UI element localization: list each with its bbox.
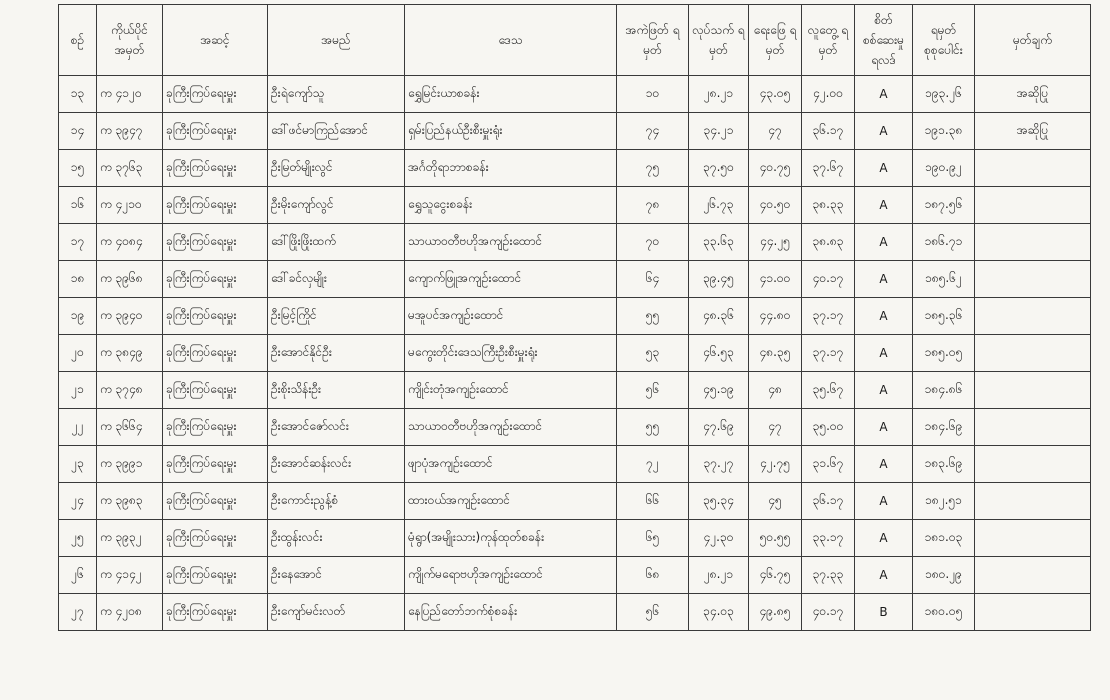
- cell-rank: ခုကြီးကြပ်ရေးမှူး: [163, 594, 268, 631]
- cell-interview: ၄၀.၁၇: [802, 261, 855, 298]
- cell-no: ၂၅: [59, 520, 97, 557]
- cell-service: ၃၉.၄၅: [689, 261, 749, 298]
- cell-psych: A: [855, 557, 913, 594]
- cell-remark: အဆိုပြု: [975, 113, 1091, 150]
- cell-assess: ၅၆: [617, 372, 689, 409]
- cell-region: ရှမ်းပြည်နယ်ဦးစီးမှူးရုံး: [405, 113, 617, 150]
- cell-assess: ၆၆: [617, 483, 689, 520]
- cell-region: ကျောက်ဖြူအကျဉ်းထောင်: [405, 261, 617, 298]
- cell-rank: ခုကြီးကြပ်ရေးမှူး: [163, 261, 268, 298]
- cell-total: ၁၈၀.၂၉: [913, 557, 975, 594]
- cell-written: ၄၀.၅၀: [749, 187, 802, 224]
- cell-remark: [975, 372, 1091, 409]
- cell-rank: ခုကြီးကြပ်ရေးမှူး: [163, 335, 268, 372]
- cell-remark: [975, 150, 1091, 187]
- cell-assess: ၅၃: [617, 335, 689, 372]
- header-rank: အဆင့်: [163, 5, 268, 76]
- cell-id: က ၃၈၄၉: [97, 335, 163, 372]
- cell-remark: အဆိုပြု: [975, 76, 1091, 113]
- document-sheet: [58, 4, 1080, 658]
- cell-total: ၁၈၆.၇၁: [913, 224, 975, 261]
- cell-total: ၁၈၂.၅၁: [913, 483, 975, 520]
- cell-interview: ၃၇.၁၇: [802, 335, 855, 372]
- header-assess: အကဲဖြတ် ရမှတ်: [617, 5, 689, 76]
- cell-psych: B: [855, 594, 913, 631]
- header-name: အမည်: [268, 5, 405, 76]
- table-row: [59, 224, 1091, 261]
- cell-interview: ၃၇.၃၃: [802, 557, 855, 594]
- cell-written: ၄၄.၂၅: [749, 224, 802, 261]
- cell-assess: ၅၆: [617, 594, 689, 631]
- cell-psych: A: [855, 150, 913, 187]
- cell-name: ဦးမြတ်မျိုးလွင်: [268, 150, 405, 187]
- cell-name: ဦးကျော်မင်းလတ်: [268, 594, 405, 631]
- cell-interview: ၃၈.၃၃: [802, 187, 855, 224]
- cell-no: ၁၇: [59, 224, 97, 261]
- cell-written: ၄၆.၇၅: [749, 557, 802, 594]
- cell-service: ၃၇.၅၀: [689, 150, 749, 187]
- cell-region: အင်္ဂတိုရာဘာစခန်း: [405, 150, 617, 187]
- cell-assess: ၅၅: [617, 409, 689, 446]
- cell-id: က ၃၉၈၃: [97, 483, 163, 520]
- cell-rank: ခုကြီးကြပ်ရေးမှူး: [163, 446, 268, 483]
- table-row: [59, 335, 1091, 372]
- cell-interview: ၃၇.၁၇: [802, 298, 855, 335]
- cell-no: ၂၇: [59, 594, 97, 631]
- header-no: စဉ်: [59, 5, 97, 76]
- cell-region: ရွှေသူငွေးစခန်း: [405, 187, 617, 224]
- cell-remark: [975, 446, 1091, 483]
- cell-psych: A: [855, 187, 913, 224]
- cell-service: ၄၆.၅၃: [689, 335, 749, 372]
- table-row: [59, 594, 1091, 631]
- cell-id: က ၃၉၃၂: [97, 520, 163, 557]
- cell-no: ၁၅: [59, 150, 97, 187]
- table-row: [59, 446, 1091, 483]
- cell-remark: [975, 187, 1091, 224]
- cell-assess: ၆၅: [617, 520, 689, 557]
- header-psych: စိတ် စစ်ဆေးမှု ရလဒ်: [855, 5, 913, 76]
- cell-interview: ၃၆.၁၇: [802, 483, 855, 520]
- cell-total: ၁၉၃.၂၆: [913, 76, 975, 113]
- cell-name: ဦးမိုးကျော်လွင်: [268, 187, 405, 224]
- cell-name: ဒေါ်ဖြိုးဖြိုးထက်: [268, 224, 405, 261]
- cell-total: ၁၈၅.၆၂: [913, 261, 975, 298]
- cell-assess: ၅၅: [617, 298, 689, 335]
- cell-rank: ခုကြီးကြပ်ရေးမှူး: [163, 224, 268, 261]
- cell-id: က ၄၀၈၄: [97, 224, 163, 261]
- header-region: ဒေသ: [405, 5, 617, 76]
- table-row: [59, 187, 1091, 224]
- cell-rank: ခုကြီးကြပ်ရေးမှူး: [163, 372, 268, 409]
- cell-no: ၁၆: [59, 187, 97, 224]
- cell-interview: ၄၀.၁၇: [802, 594, 855, 631]
- cell-rank: ခုကြီးကြပ်ရေးမှူး: [163, 483, 268, 520]
- cell-no: ၂၆: [59, 557, 97, 594]
- cell-region: ရွှေမြင်းယာစခန်း: [405, 76, 617, 113]
- cell-id: က ၃၇၄၈: [97, 372, 163, 409]
- cell-service: ၄၇.၆၉: [689, 409, 749, 446]
- cell-service: ၂၈.၂၁: [689, 76, 749, 113]
- cell-remark: [975, 557, 1091, 594]
- cell-service: ၂၆.၇၃: [689, 187, 749, 224]
- cell-remark: [975, 261, 1091, 298]
- cell-assess: ၇၈: [617, 187, 689, 224]
- cell-written: ၄၂.၇၅: [749, 446, 802, 483]
- cell-name: ဒေါ်ခင်လှမျိုး: [268, 261, 405, 298]
- cell-written: ၄၄.၈၀: [749, 298, 802, 335]
- cell-remark: [975, 409, 1091, 446]
- cell-region: ကျိုက်မရောဗဟိုအကျဉ်းထောင်: [405, 557, 617, 594]
- cell-assess: ၆၈: [617, 557, 689, 594]
- cell-interview: ၃၅.၆၇: [802, 372, 855, 409]
- cell-written: ၄၈: [749, 372, 802, 409]
- cell-written: ၅၀.၅၅: [749, 520, 802, 557]
- cell-remark: [975, 335, 1091, 372]
- promotion-table: [58, 4, 1091, 631]
- table-row: [59, 409, 1091, 446]
- cell-assess: ၁၀: [617, 76, 689, 113]
- cell-total: ၁၈၁.၀၃: [913, 520, 975, 557]
- cell-id: က ၃၉၉၁: [97, 446, 163, 483]
- cell-no: ၂၂: [59, 409, 97, 446]
- cell-psych: A: [855, 113, 913, 150]
- cell-name: ဦးအောင်နိုင်ဦး: [268, 335, 405, 372]
- cell-name: ဦးအောင်ဆန်းလင်း: [268, 446, 405, 483]
- cell-name: ဦးမြင့်ကြိုင်: [268, 298, 405, 335]
- cell-interview: ၃၆.၁၇: [802, 113, 855, 150]
- cell-assess: ၇၀: [617, 224, 689, 261]
- table-row: [59, 76, 1091, 113]
- cell-written: ၄၀.၇၅: [749, 150, 802, 187]
- cell-no: ၂၁: [59, 372, 97, 409]
- table-row: [59, 557, 1091, 594]
- header-id: ကိုယ်ပိုင် အမှတ်: [97, 5, 163, 76]
- cell-interview: ၄၂.၀၀: [802, 76, 855, 113]
- cell-id: က ၃၇၆၃: [97, 150, 163, 187]
- cell-service: ၃၅.၃၄: [689, 483, 749, 520]
- cell-psych: A: [855, 520, 913, 557]
- cell-psych: A: [855, 261, 913, 298]
- cell-id: က ၄၁၄၂: [97, 557, 163, 594]
- cell-assess: ၇၅: [617, 150, 689, 187]
- table-row: [59, 520, 1091, 557]
- cell-name: ဦးအောင်ဇော်လင်း: [268, 409, 405, 446]
- cell-interview: ၃၇.၆၇: [802, 150, 855, 187]
- header-remark: မှတ်ချက်: [975, 5, 1091, 76]
- cell-region: မကွေးတိုင်းဒေသကြီးဦးစီးမှူးရုံး: [405, 335, 617, 372]
- cell-region: မအူပင်အကျဉ်းထောင်: [405, 298, 617, 335]
- cell-psych: A: [855, 372, 913, 409]
- cell-total: ၁၉၁.၃၈: [913, 113, 975, 150]
- cell-region: သာယာဝတီဗဟိုအကျဉ်းထောင်: [405, 224, 617, 261]
- cell-name: ဒေါ်ဖင်မာကြည်အောင်: [268, 113, 405, 150]
- cell-region: ဖျာပုံအကျဉ်းထောင်: [405, 446, 617, 483]
- cell-service: ၃၄.၂၁: [689, 113, 749, 150]
- cell-id: က ၃၉၆၈: [97, 261, 163, 298]
- cell-written: ၄၅: [749, 483, 802, 520]
- cell-psych: A: [855, 409, 913, 446]
- cell-service: ၂၈.၂၁: [689, 557, 749, 594]
- cell-rank: ခုကြီးကြပ်ရေးမှူး: [163, 113, 268, 150]
- table-row: [59, 150, 1091, 187]
- cell-service: ၃၇.၂၇: [689, 446, 749, 483]
- cell-id: က ၄၁၂၀: [97, 76, 163, 113]
- cell-no: ၂၀: [59, 335, 97, 372]
- cell-psych: A: [855, 335, 913, 372]
- cell-no: ၁၈: [59, 261, 97, 298]
- header-written: ရေးဖြေ ရမှတ်: [749, 5, 802, 76]
- cell-interview: ၃၈.၈၃: [802, 224, 855, 261]
- cell-id: က ၃၉၄၇: [97, 113, 163, 150]
- cell-rank: ခုကြီးကြပ်ရေးမှူး: [163, 187, 268, 224]
- cell-remark: [975, 298, 1091, 335]
- cell-no: ၂၄: [59, 483, 97, 520]
- cell-total: ၁၈၅.၀၅: [913, 335, 975, 372]
- cell-service: ၄၅.၁၉: [689, 372, 749, 409]
- header-total: ရမှတ် စုစုပေါင်း: [913, 5, 975, 76]
- cell-name: ဦးစိုးသိန်းဦး: [268, 372, 405, 409]
- table-row: [59, 261, 1091, 298]
- cell-name: ဦးကောင်းညွန့်စံ: [268, 483, 405, 520]
- cell-written: ၄၉.၈၅: [749, 594, 802, 631]
- cell-total: ၁၈၄.၆၉: [913, 409, 975, 446]
- cell-total: ၁၈၃.၆၉: [913, 446, 975, 483]
- cell-region: ကျိုင်းတုံအကျဉ်းထောင်: [405, 372, 617, 409]
- cell-service: ၄၈.၃၆: [689, 298, 749, 335]
- cell-region: သာယာဝတီဗဟိုအကျဉ်းထောင်: [405, 409, 617, 446]
- cell-psych: A: [855, 483, 913, 520]
- cell-assess: ၇၄: [617, 113, 689, 150]
- cell-psych: A: [855, 298, 913, 335]
- cell-total: ၁၉၀.၉၂: [913, 150, 975, 187]
- cell-written: ၄၇: [749, 113, 802, 150]
- cell-service: ၄၂.၃၀: [689, 520, 749, 557]
- cell-service: ၃၃.၆၃: [689, 224, 749, 261]
- cell-rank: ခုကြီးကြပ်ရေးမှူး: [163, 520, 268, 557]
- cell-no: ၁၉: [59, 298, 97, 335]
- cell-id: က ၃၉၄၀: [97, 298, 163, 335]
- table-row: [59, 372, 1091, 409]
- cell-remark: [975, 520, 1091, 557]
- cell-total: ၁၈၇.၅၆: [913, 187, 975, 224]
- cell-total: ၁၈၄.၈၆: [913, 372, 975, 409]
- cell-service: ၃၄.၀၃: [689, 594, 749, 631]
- cell-name: ဦးရဲကျော်သူ: [268, 76, 405, 113]
- cell-remark: [975, 594, 1091, 631]
- cell-id: က ၄၂၀၈: [97, 594, 163, 631]
- cell-psych: A: [855, 224, 913, 261]
- cell-name: ဦးထွန်းလင်း: [268, 520, 405, 557]
- cell-rank: ခုကြီးကြပ်ရေးမှူး: [163, 557, 268, 594]
- cell-region: နေပြည်တော်ဘက်စုံစခန်း: [405, 594, 617, 631]
- table-body: [59, 76, 1091, 631]
- cell-assess: ၆၄: [617, 261, 689, 298]
- cell-psych: A: [855, 446, 913, 483]
- header-row: [59, 5, 1091, 76]
- table-row: [59, 483, 1091, 520]
- cell-region: မုံရွာ(အမျိုးသား)ကုန်ထုတ်စခန်း: [405, 520, 617, 557]
- cell-written: ၄၇: [749, 409, 802, 446]
- cell-rank: ခုကြီးကြပ်ရေးမှူး: [163, 150, 268, 187]
- table-row: [59, 113, 1091, 150]
- cell-interview: ၃၁.၆၇: [802, 446, 855, 483]
- cell-rank: ခုကြီးကြပ်ရေးမှူး: [163, 409, 268, 446]
- cell-rank: ခုကြီးကြပ်ရေးမှူး: [163, 298, 268, 335]
- header-service: လုပ်သက် ရမှတ်: [689, 5, 749, 76]
- cell-id: က ၄၂၁၀: [97, 187, 163, 224]
- cell-written: ၄၈.၃၅: [749, 335, 802, 372]
- cell-rank: ခုကြီးကြပ်ရေးမှူး: [163, 76, 268, 113]
- cell-assess: ၇၂: [617, 446, 689, 483]
- cell-written: ၄၃.၀၅: [749, 76, 802, 113]
- cell-no: ၁၄: [59, 113, 97, 150]
- cell-name: ဦးနေအောင်: [268, 557, 405, 594]
- cell-remark: [975, 483, 1091, 520]
- cell-total: ၁၈၅.၃၆: [913, 298, 975, 335]
- cell-no: ၁၃: [59, 76, 97, 113]
- cell-remark: [975, 224, 1091, 261]
- cell-region: ထားဝယ်အကျဉ်းထောင်: [405, 483, 617, 520]
- cell-written: ၄၁.၀၀: [749, 261, 802, 298]
- cell-interview: ၃၃.၁၇: [802, 520, 855, 557]
- table-row: [59, 298, 1091, 335]
- cell-id: က ၃၆၆၄: [97, 409, 163, 446]
- cell-psych: A: [855, 76, 913, 113]
- cell-total: ၁၈၀.၀၅: [913, 594, 975, 631]
- cell-no: ၂၃: [59, 446, 97, 483]
- header-interview: လူတွေ့ ရမှတ်: [802, 5, 855, 76]
- cell-interview: ၃၅.၀၀: [802, 409, 855, 446]
